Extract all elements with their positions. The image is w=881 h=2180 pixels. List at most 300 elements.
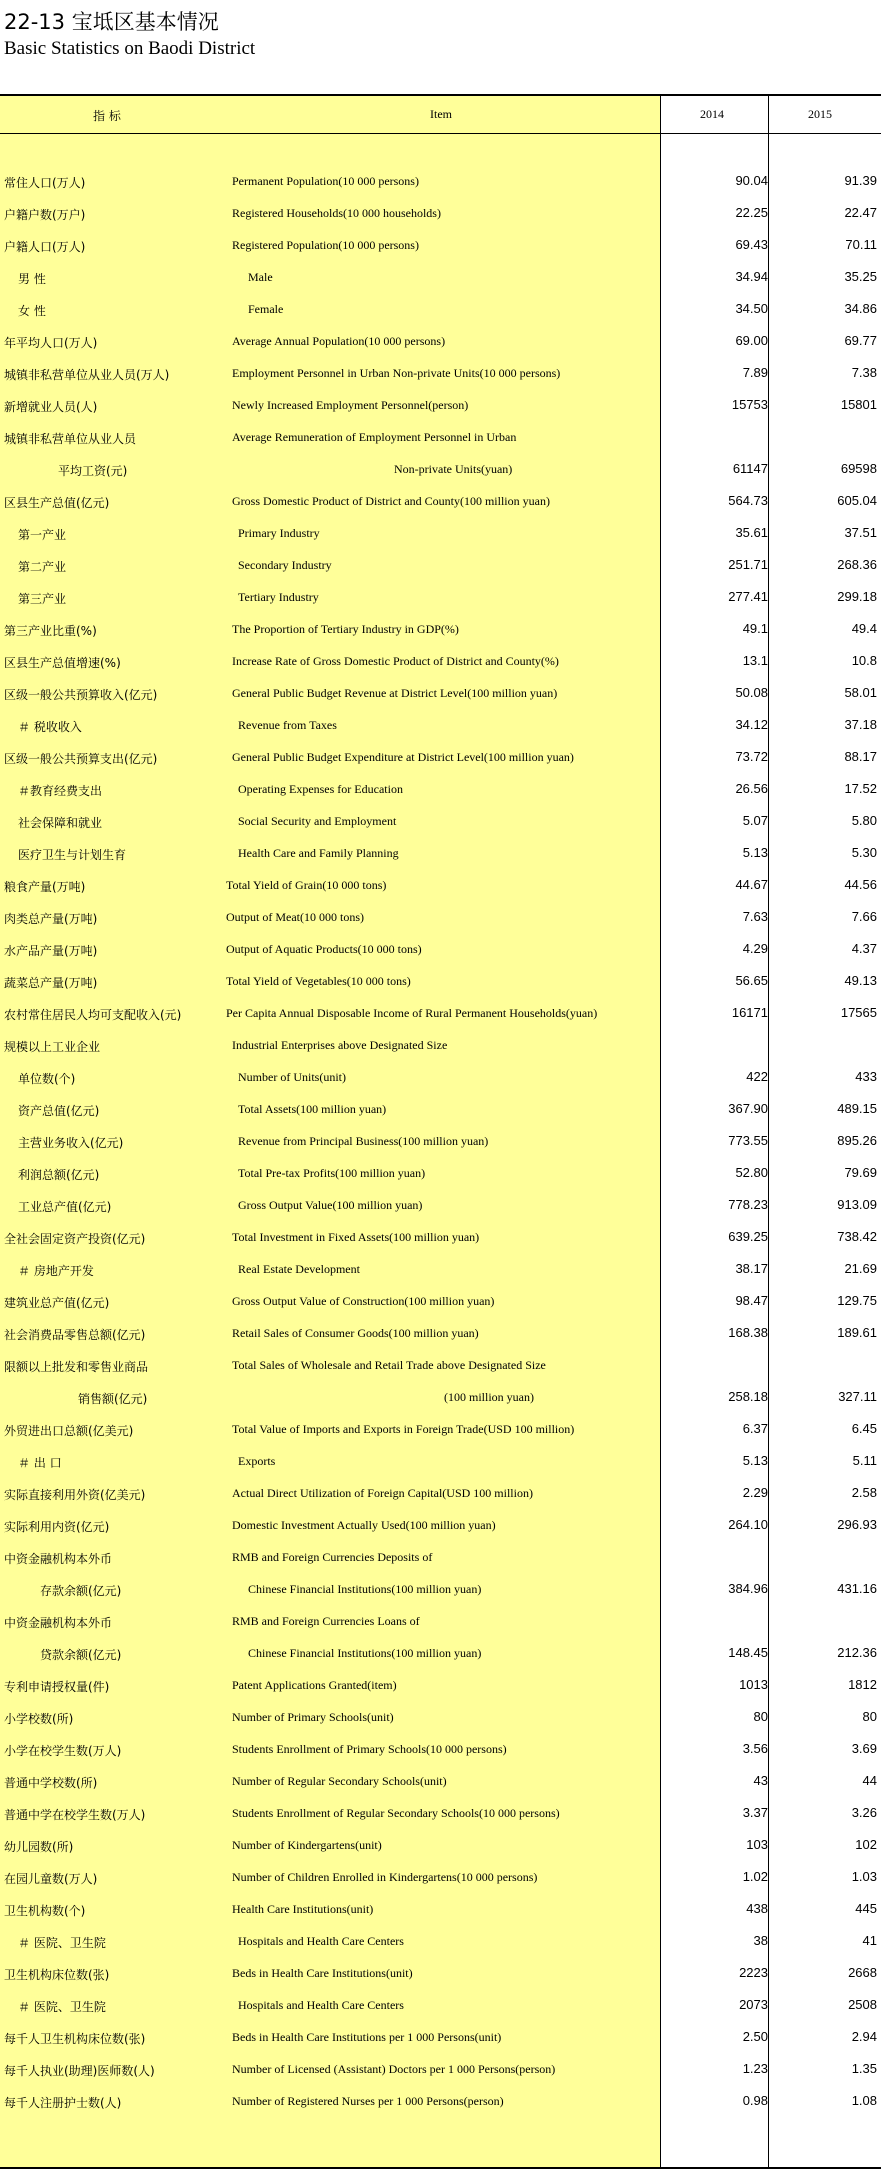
row-label-english: Retail Sales of Consumer Goods(100 million yuan) [232, 1326, 479, 1340]
row-label-chinese: 利润总额(亿元) [18, 1168, 100, 1182]
row-label-chinese: 区县生产总值(亿元) [4, 496, 110, 510]
table-row [0, 1989, 881, 2021]
value-2014: 367.90 [728, 1101, 768, 1116]
table-row [0, 1541, 881, 1573]
row-label-chinese: 医疗卫生与计划生育 [18, 848, 127, 862]
table-row [0, 1861, 881, 1893]
value-2014: 7.89 [742, 365, 768, 380]
value-2014: 1.23 [742, 2061, 768, 2076]
row-label-english: Gross Output Value of Construction(100 million yuan) [232, 1294, 495, 1308]
value-2015: 268.36 [837, 557, 877, 572]
value-2014: 148.45 [728, 1645, 768, 1660]
row-label-english: General Public Budget Expenditure at District Level(100 million yuan) [232, 750, 574, 764]
row-label-chinese: 区级一般公共预算支出(亿元) [4, 752, 158, 766]
value-2015: 299.18 [837, 589, 877, 604]
table-header [0, 96, 881, 134]
row-label-english: Male [248, 270, 273, 284]
value-2015: 3.26 [851, 1805, 877, 1820]
header-year-2015: 2015 [808, 107, 832, 121]
value-2015: 7.66 [851, 909, 877, 924]
value-2014: 98.47 [735, 1293, 768, 1308]
table-row [0, 357, 881, 389]
value-2015: 37.51 [844, 525, 877, 540]
value-2014: 5.13 [742, 1453, 768, 1468]
value-2015: 2.58 [851, 1485, 877, 1500]
row-label-chinese: 普通中学校数(所) [4, 1776, 98, 1790]
table-row [0, 965, 881, 997]
row-label-chinese: 城镇非私营单位从业人员 [4, 432, 137, 446]
row-label-chinese: 粮食产量(万吨) [4, 880, 86, 894]
row-label-chinese: 限额以上批发和零售业商品 [4, 1360, 149, 1374]
table-row [0, 1125, 881, 1157]
value-2015: 913.09 [837, 1197, 877, 1212]
value-2015: 49.4 [851, 621, 877, 636]
row-label-chinese: 主营业务收入(亿元) [18, 1136, 124, 1150]
row-label-chinese: ＃ 医院、卫生院 [18, 1936, 106, 1950]
row-label-english: Students Enrollment of Regular Secondary Schools(10 000 persons) [232, 1806, 560, 1820]
row-label-english: Average Remuneration of Employment Personnel in Urban [232, 430, 517, 444]
row-label-english: Registered Households(10 000 households) [232, 206, 441, 220]
bottom-rule [0, 2167, 881, 2169]
row-label-english: Secondary Industry [238, 558, 332, 572]
value-2015: 129.75 [837, 1293, 877, 1308]
row-label-chinese: 小学校数(所) [4, 1712, 74, 1726]
row-label-english: Health Care Institutions(unit) [232, 1902, 374, 1916]
table-row [0, 2053, 881, 2085]
table-row [0, 901, 881, 933]
row-label-chinese: 第三产业 [18, 592, 67, 606]
row-label-english: Health Care and Family Planning [238, 846, 399, 860]
value-2014: 384.96 [728, 1581, 768, 1596]
row-label-english: Total Assets(100 million yuan) [238, 1102, 387, 1116]
row-label-english: Output of Aquatic Products(10 000 tons) [226, 942, 422, 956]
table-body [0, 165, 881, 2117]
row-label-chinese: 社会保障和就业 [18, 816, 103, 830]
value-2014: 2223 [739, 1965, 768, 1980]
value-2014: 0.98 [742, 2093, 768, 2108]
row-label-chinese: 第一产业 [18, 528, 67, 542]
value-2015: 2508 [848, 1997, 877, 2012]
value-2014: 168.38 [728, 1325, 768, 1340]
value-2015: 17565 [840, 1005, 877, 1020]
table-row [0, 1413, 881, 1445]
value-2015: 1812 [848, 1677, 877, 1692]
row-label-english: Primary Industry [238, 526, 320, 540]
value-2014: 422 [746, 1069, 768, 1084]
value-2014: 778.23 [728, 1197, 768, 1212]
value-2015: 605.04 [837, 493, 877, 508]
value-2015: 69598 [840, 461, 877, 476]
value-2015: 58.01 [844, 685, 877, 700]
row-label-english: RMB and Foreign Currencies Loans of [232, 1614, 420, 1628]
row-label-chinese: 卫生机构床位数(张) [4, 1968, 110, 1982]
table-row [0, 293, 881, 325]
row-label-chinese: 水产品产量(万吨) [4, 944, 98, 958]
row-label-english: Permanent Population(10 000 persons) [232, 174, 419, 188]
row-label-english: Number of Registered Nurses per 1 000 Persons(person) [232, 2094, 504, 2108]
value-2015: 1.08 [851, 2093, 877, 2108]
row-label-chinese: 每千人卫生机构床位数(张) [4, 2032, 146, 2046]
value-2014: 4.29 [742, 941, 768, 956]
row-label-chinese: 每千人注册护士数(人) [4, 2096, 122, 2110]
row-label-english: Revenue from Principal Business(100 million yuan) [238, 1134, 489, 1148]
value-2014: 2.50 [742, 2029, 768, 2044]
row-label-english: Patent Applications Granted(item) [232, 1678, 397, 1692]
row-label-english: Hospitals and Health Care Centers [238, 1998, 404, 2012]
value-2015: 17.52 [844, 781, 877, 796]
value-2015: 4.37 [851, 941, 877, 956]
value-2015: 91.39 [844, 173, 877, 188]
value-2014: 773.55 [728, 1133, 768, 1148]
row-label-english: Operating Expenses for Education [238, 782, 403, 796]
table-row [0, 1637, 881, 1669]
value-2014: 564.73 [728, 493, 768, 508]
value-2014: 69.00 [735, 333, 768, 348]
header-indicator: 指 标 [93, 109, 121, 123]
table-row [0, 1221, 881, 1253]
table-row [0, 1701, 881, 1733]
row-label-english: Students Enrollment of Primary Schools(10 000 persons) [232, 1742, 507, 1756]
value-2015: 34.86 [844, 301, 877, 316]
value-2014: 50.08 [735, 685, 768, 700]
table-row [0, 1893, 881, 1925]
row-label-chinese: 城镇非私营单位从业人员(万人) [4, 368, 170, 382]
row-label-english: Social Security and Employment [238, 814, 397, 828]
value-2015: 44 [862, 1773, 877, 1788]
row-label-chinese: ＃ 房地产开发 [18, 1264, 94, 1278]
table-row [0, 517, 881, 549]
value-2014: 13.1 [742, 653, 768, 668]
value-2015: 80 [862, 1709, 877, 1724]
table-row [0, 1829, 881, 1861]
row-label-chinese: 资产总值(亿元) [18, 1104, 100, 1118]
table-row [0, 709, 881, 741]
row-label-english: Total Investment in Fixed Assets(100 million yuan) [232, 1230, 480, 1244]
value-2015: 1.03 [851, 1869, 877, 1884]
value-2014: 34.94 [735, 269, 768, 284]
table-row [0, 869, 881, 901]
row-label-english: Industrial Enterprises above Designated Size [232, 1038, 448, 1052]
row-label-chinese: 区级一般公共预算收入(亿元) [4, 688, 158, 702]
table-row [0, 1381, 881, 1413]
value-2015: 445 [855, 1901, 877, 1916]
row-label-chinese: 贷款余额(亿元) [40, 1648, 122, 1662]
value-2014: 43 [753, 1773, 768, 1788]
row-label-english: Domestic Investment Actually Used(100 million yuan) [232, 1518, 496, 1532]
row-label-english: Gross Domestic Product of District and County(100 million yuan) [232, 494, 550, 508]
table-row [0, 741, 881, 773]
row-label-chinese: 实际利用内资(亿元) [4, 1520, 110, 1534]
value-2014: 69.43 [735, 237, 768, 252]
row-label-english: Number of Kindergartens(unit) [232, 1838, 382, 1852]
value-2015: 15801 [840, 397, 877, 412]
value-2014: 49.1 [742, 621, 768, 636]
value-2014: 35.61 [735, 525, 768, 540]
value-2014: 26.56 [735, 781, 768, 796]
value-2014: 5.13 [742, 845, 768, 860]
table-row [0, 421, 881, 453]
value-2014: 277.41 [728, 589, 768, 604]
table-title-chinese: 22-13 宝坻区基本情况 [4, 10, 219, 34]
row-label-chinese: 第二产业 [18, 560, 67, 574]
row-label-chinese: 小学在校学生数(万人) [4, 1744, 122, 1758]
value-2014: 7.63 [742, 909, 768, 924]
value-2015: 489.15 [837, 1101, 877, 1116]
value-2014: 38.17 [735, 1261, 768, 1276]
value-2015: 22.47 [844, 205, 877, 220]
row-label-english: Total Pre-tax Profits(100 million yuan) [238, 1166, 426, 1180]
value-2014: 44.67 [735, 877, 768, 892]
row-label-english: Number of Primary Schools(unit) [232, 1710, 394, 1724]
value-2015: 49.13 [844, 973, 877, 988]
row-label-chinese: 存款余额(亿元) [40, 1584, 122, 1598]
row-label-english: Revenue from Taxes [238, 718, 337, 732]
table-row [0, 1093, 881, 1125]
row-label-english: Registered Population(10 000 persons) [232, 238, 419, 252]
value-2014: 639.25 [728, 1229, 768, 1244]
row-label-chinese: 工业总产值(亿元) [18, 1200, 112, 1214]
value-2014: 251.71 [728, 557, 768, 572]
row-label-english: General Public Budget Revenue at District Level(100 million yuan) [232, 686, 558, 700]
value-2014: 80 [753, 1709, 768, 1724]
row-label-chinese: 建筑业总产值(亿元) [4, 1296, 110, 1310]
value-2014: 15753 [731, 397, 768, 412]
row-label-chinese: 外贸进出口总额(亿美元) [4, 1424, 134, 1438]
table-row [0, 805, 881, 837]
row-label-english: Per Capita Annual Disposable Income of Rural Permanent Households(yuan) [226, 1006, 598, 1020]
table-row [0, 1605, 881, 1637]
row-label-chinese: ＃ 税收收入 [18, 720, 82, 734]
row-label-english: Output of Meat(10 000 tons) [226, 910, 364, 924]
table-row [0, 2085, 881, 2117]
row-label-chinese: ＃ 出 口 [18, 1456, 62, 1470]
table-row [0, 1317, 881, 1349]
value-2015: 327.11 [838, 1389, 877, 1404]
value-2015: 5.30 [851, 845, 877, 860]
value-2015: 433 [855, 1069, 877, 1084]
value-2015: 189.61 [837, 1325, 877, 1340]
value-2014: 1.02 [742, 1869, 768, 1884]
value-2015: 69.77 [844, 333, 877, 348]
table-row [0, 549, 881, 581]
row-label-english: RMB and Foreign Currencies Deposits of [232, 1550, 433, 1564]
row-label-english: Total Yield of Vegetables(10 000 tons) [226, 974, 411, 988]
row-label-chinese: 销售额(亿元) [78, 1392, 148, 1406]
table-row [0, 389, 881, 421]
row-label-chinese: 蔬菜总产量(万吨) [4, 976, 98, 990]
value-2015: 2.94 [851, 2029, 877, 2044]
value-2014: 264.10 [728, 1517, 768, 1532]
value-2014: 34.50 [735, 301, 768, 316]
row-label-chinese: 幼儿园数(所) [4, 1840, 74, 1854]
row-label-english: The Proportion of Tertiary Industry in GDP(%) [232, 622, 459, 636]
value-2014: 34.12 [735, 717, 768, 732]
value-2014: 61147 [732, 461, 768, 476]
value-2015: 212.36 [837, 1645, 877, 1660]
row-label-chinese: 中资金融机构本外币 [4, 1616, 113, 1630]
row-label-english: Total Sales of Wholesale and Retail Trade above Designated Size [232, 1358, 546, 1372]
row-label-chinese: 专利申请授权量(件) [4, 1680, 110, 1694]
row-label-english: Increase Rate of Gross Domestic Product of District and County(%) [232, 654, 559, 668]
row-label-chinese: 平均工资(元) [58, 464, 128, 478]
row-label-chinese: 卫生机构数(个) [4, 1904, 86, 1918]
table-row [0, 581, 881, 613]
table-row [0, 997, 881, 1029]
value-2015: 296.93 [837, 1517, 877, 1532]
row-label-chinese: 女 性 [18, 304, 46, 318]
row-label-english: Gross Output Value(100 million yuan) [238, 1198, 423, 1212]
row-label-chinese: 农村常住居民人均可支配收入(元) [4, 1008, 182, 1022]
table-row [0, 1733, 881, 1765]
table-row [0, 1061, 881, 1093]
row-label-chinese: 年平均人口(万人) [4, 336, 98, 350]
table-row [0, 933, 881, 965]
value-2014: 2.29 [742, 1485, 768, 1500]
value-2015: 102 [855, 1837, 877, 1852]
row-label-english: Non-private Units(yuan) [394, 462, 513, 476]
header-year-2014: 2014 [700, 107, 724, 121]
row-label-english: Hospitals and Health Care Centers [238, 1934, 404, 1948]
row-label-english: (100 million yuan) [444, 1390, 534, 1404]
value-2014: 73.72 [735, 749, 768, 764]
value-2014: 5.07 [742, 813, 768, 828]
row-label-english: Chinese Financial Institutions(100 million yuan) [248, 1582, 482, 1596]
value-2014: 6.37 [742, 1421, 768, 1436]
table-title-english: Basic Statistics on Baodi District [4, 38, 256, 59]
table-row [0, 325, 881, 357]
table-row [0, 1253, 881, 1285]
row-label-chinese: 常住人口(万人) [4, 176, 86, 190]
table-row [0, 485, 881, 517]
table-row [0, 165, 881, 197]
table-row [0, 645, 881, 677]
table-row [0, 677, 881, 709]
value-2015: 1.35 [851, 2061, 877, 2076]
table-row [0, 1285, 881, 1317]
value-2015: 431.16 [837, 1581, 877, 1596]
value-2014: 438 [746, 1901, 768, 1916]
value-2014: 258.18 [728, 1389, 768, 1404]
row-label-english: Number of Units(unit) [238, 1070, 346, 1084]
row-label-english: Chinese Financial Institutions(100 million yuan) [248, 1646, 482, 1660]
row-label-chinese: ＃教育经费支出 [18, 784, 103, 798]
row-label-english: Number of Licensed (Assistant) Doctors per 1 000 Persons(person) [232, 2062, 556, 2076]
value-2014: 90.04 [735, 173, 768, 188]
table-row [0, 197, 881, 229]
table-row [0, 837, 881, 869]
value-2015: 44.56 [844, 877, 877, 892]
value-2015: 6.45 [851, 1421, 877, 1436]
row-label-english: Real Estate Development [238, 1262, 360, 1276]
value-2014: 3.37 [742, 1805, 768, 1820]
table-row [0, 613, 881, 645]
value-2014: 3.56 [742, 1741, 768, 1756]
row-label-chinese: ＃ 医院、卫生院 [18, 2000, 106, 2014]
value-2014: 2073 [739, 1997, 768, 2012]
value-2015: 895.26 [837, 1133, 877, 1148]
table-row [0, 1029, 881, 1061]
row-label-english: Exports [238, 1454, 276, 1468]
table-row [0, 1189, 881, 1221]
value-2015: 5.80 [851, 813, 877, 828]
value-2014: 1013 [739, 1677, 768, 1692]
row-label-chinese: 全社会固定资产投资(亿元) [4, 1232, 146, 1246]
row-label-chinese: 中资金融机构本外币 [4, 1552, 113, 1566]
table-row [0, 229, 881, 261]
row-label-english: Employment Personnel in Urban Non-private Units(10 000 persons) [232, 366, 561, 380]
header-item: Item [430, 107, 452, 121]
row-label-chinese: 每千人执业(助理)医师数(人) [4, 2064, 155, 2078]
row-label-english: Female [248, 302, 284, 316]
row-label-english: Average Annual Population(10 000 persons) [232, 334, 446, 348]
row-label-english: Tertiary Industry [238, 590, 319, 604]
row-label-english: Total Yield of Grain(10 000 tons) [226, 878, 387, 892]
value-2014: 38 [753, 1933, 768, 1948]
table-row [0, 1445, 881, 1477]
table-row [0, 1957, 881, 1989]
row-label-chinese: 户籍户数(万户) [4, 208, 86, 222]
row-label-chinese: 区县生产总值增速(%) [4, 656, 121, 670]
table-row [0, 1573, 881, 1605]
row-label-chinese: 在园儿童数(万人) [4, 1872, 98, 1886]
row-label-english: Number of Regular Secondary Schools(unit) [232, 1774, 447, 1788]
value-2014: 22.25 [735, 205, 768, 220]
table-row [0, 1925, 881, 1957]
row-label-english: Newly Increased Employment Personnel(person) [232, 398, 469, 412]
table-row [0, 773, 881, 805]
row-label-chinese: 第三产业比重(%) [4, 624, 97, 638]
value-2015: 2668 [848, 1965, 877, 1980]
table-row [0, 1669, 881, 1701]
row-label-chinese: 男 性 [18, 272, 46, 286]
value-2015: 79.69 [844, 1165, 877, 1180]
value-2014: 16171 [731, 1005, 768, 1020]
value-2015: 5.11 [852, 1453, 877, 1468]
value-2014: 52.80 [735, 1165, 768, 1180]
row-label-chinese: 社会消费品零售总额(亿元) [4, 1328, 146, 1342]
value-2014: 103 [746, 1837, 768, 1852]
table-row [0, 1797, 881, 1829]
row-label-english: Number of Children Enrolled in Kindergartens(10 000 persons) [232, 1870, 538, 1884]
row-label-chinese: 实际直接利用外资(亿美元) [4, 1488, 146, 1502]
row-label-chinese: 规模以上工业企业 [4, 1040, 101, 1054]
row-label-english: Beds in Health Care Institutions(unit) [232, 1966, 413, 1980]
value-2015: 41 [862, 1933, 877, 1948]
value-2015: 21.69 [844, 1261, 877, 1276]
value-2015: 37.18 [844, 717, 877, 732]
value-2015: 3.69 [851, 1741, 877, 1756]
row-label-english: Total Value of Imports and Exports in Foreign Trade(USD 100 million) [232, 1422, 575, 1436]
value-2015: 35.25 [844, 269, 877, 284]
value-2015: 738.42 [837, 1229, 877, 1244]
row-label-chinese: 新增就业人员(人) [4, 400, 98, 414]
row-label-english: Beds in Health Care Institutions per 1 000 Persons(unit) [232, 2030, 502, 2044]
row-label-chinese: 单位数(个) [18, 1072, 76, 1086]
table-row [0, 1477, 881, 1509]
value-2015: 70.11 [845, 237, 877, 252]
row-label-chinese: 肉类总产量(万吨) [4, 912, 98, 926]
table-row [0, 453, 881, 485]
table-row [0, 261, 881, 293]
value-2015: 88.17 [844, 749, 877, 764]
row-label-english: Actual Direct Utilization of Foreign Capital(USD 100 million) [232, 1486, 533, 1500]
value-2015: 7.38 [851, 365, 877, 380]
row-label-chinese: 普通中学在校学生数(万人) [4, 1808, 146, 1822]
table-row [0, 2021, 881, 2053]
table-row [0, 1509, 881, 1541]
value-2014: 56.65 [735, 973, 768, 988]
table-row [0, 1349, 881, 1381]
